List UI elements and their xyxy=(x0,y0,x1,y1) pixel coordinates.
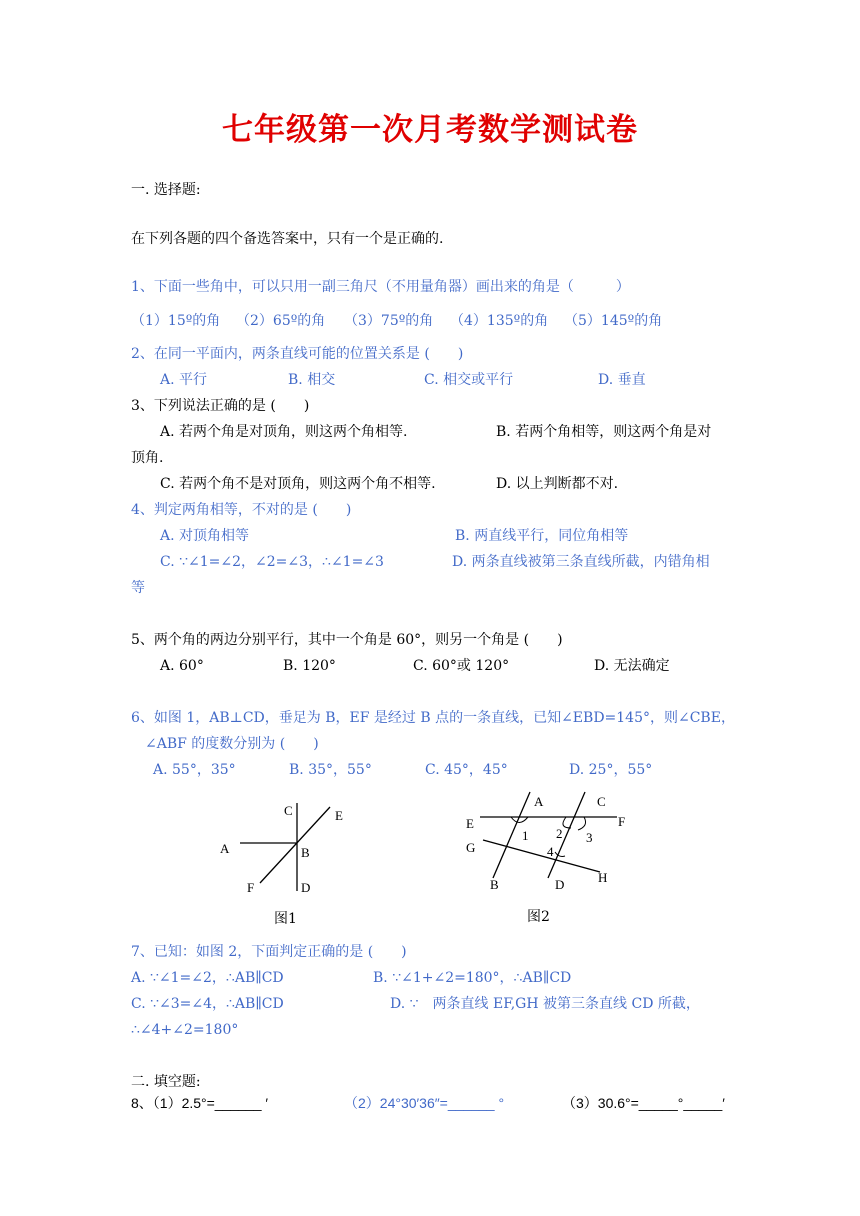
figure-2-caption: 图2 xyxy=(527,909,550,925)
fig2-arc-3 xyxy=(578,817,586,830)
fig2-label-g: G xyxy=(466,840,476,855)
fig1-label-d: D xyxy=(301,880,311,895)
fig1-label-b: B xyxy=(301,845,310,860)
q8-part-3: （3）30.6°=_____°_____′ xyxy=(562,1095,725,1111)
q5-option-c: C. 60°或 120° xyxy=(413,658,510,674)
fig2-label-e: E xyxy=(466,816,474,831)
fig1-label-e: E xyxy=(335,808,343,823)
q7-option-d: D. ∵ 两条直线 EF,GH 被第三条直线 CD 所截， xyxy=(390,996,700,1012)
q1-option-5: （5）145º的角 xyxy=(564,313,663,329)
section1-heading: 一. 选择题: xyxy=(131,182,201,198)
fig2-label-a: A xyxy=(534,794,544,809)
q7-option-b: B. ∵∠1+∠2=180°，∴AB∥CD xyxy=(373,970,572,986)
fig1-label-f: F xyxy=(247,880,255,895)
fig1-label-c: C xyxy=(284,803,293,818)
q5-option-d: D. 无法确定 xyxy=(594,658,670,674)
q6-stem-cont: ∠ABF 的度数分别为 ( ) xyxy=(145,736,319,752)
figure-2 xyxy=(455,790,655,900)
fig2-line-cd xyxy=(548,792,585,878)
q6-option-b: B. 35°，55° xyxy=(289,762,372,778)
q6-option-d: D. 25°，55° xyxy=(569,762,653,778)
q3-stem: 3、下列说法正确的是 ( ) xyxy=(131,398,310,414)
q3-option-a: A. 若两个角是对顶角，则这两个角相等. xyxy=(160,424,408,440)
q2-option-a: A. 平行 xyxy=(160,372,208,388)
figure-1-caption: 图1 xyxy=(274,911,297,927)
q8-part-1: 8、（1）2.5°=______ ′ xyxy=(131,1095,269,1111)
q3-option-b-cont: 顶角. xyxy=(131,450,164,466)
q2-stem: 2、在同一平面内，两条直线可能的位置关系是 ( ) xyxy=(131,346,464,362)
q7-stem: 7、已知：如图 2，下面判定正确的是 ( ) xyxy=(131,944,407,960)
fig2-label-4: 4 xyxy=(547,844,554,859)
fig2-label-1: 1 xyxy=(522,828,529,843)
q4-option-c: C. ∵∠1=∠2，∠2=∠3，∴∠1=∠3 xyxy=(160,554,384,570)
fig1-label-a: A xyxy=(220,841,230,856)
q1-option-2: （2）65º的角 xyxy=(236,313,326,329)
fig2-label-d: D xyxy=(555,877,565,892)
fig2-label-h: H xyxy=(598,870,608,885)
q5-option-a: A. 60° xyxy=(160,658,204,674)
q1-option-4: （4）135º的角 xyxy=(450,313,549,329)
q4-option-d-cont: 等 xyxy=(131,580,145,596)
section2-heading: 二. 填空题: xyxy=(131,1074,201,1090)
q4-option-a: A. 对顶角相等 xyxy=(160,528,250,544)
q4-option-b: B. 两直线平行，同位角相等 xyxy=(455,528,629,544)
fig2-label-3: 3 xyxy=(586,830,593,845)
q4-option-d: D. 两条直线被第三条直线所截，内错角相 xyxy=(452,554,710,570)
fig2-label-f: F xyxy=(618,814,626,829)
q3-option-c: C. 若两个角不是对顶角，则这两个角不相等. xyxy=(160,476,436,492)
q4-stem: 4、判定两角相等，不对的是 ( ) xyxy=(131,502,352,518)
fig2-arc-4 xyxy=(555,852,565,857)
q2-option-d: D. 垂直 xyxy=(598,372,646,388)
fig2-label-2: 2 xyxy=(556,826,563,841)
page-title: 七年级第一次月考数学测试卷 xyxy=(222,112,638,148)
q6-stem: 6、如图 1，AB⊥CD，垂足为 B，EF 是经过 B 点的一条直线，已知∠EBD=145°，则∠CBE， xyxy=(131,710,735,726)
q5-option-b: B. 120° xyxy=(283,658,336,674)
q7-option-c: C. ∵∠3=∠4，∴AB∥CD xyxy=(131,996,284,1012)
q1-option-1: （1）15º的角 xyxy=(131,313,221,329)
figure-1 xyxy=(200,795,370,905)
q3-option-d: D. 以上判断都不对. xyxy=(496,476,619,492)
q7-option-a: A. ∵∠1=∠2，∴AB∥CD xyxy=(131,970,284,986)
q1-stem: 1、下面一些角中，可以只用一副三角尺（不用量角器）画出来的角是（ ） xyxy=(131,279,630,295)
q8-part-2: （2）24°30′36″=______ ° xyxy=(344,1095,505,1111)
q3-option-b: B. 若两个角相等，则这两个角是对 xyxy=(496,424,712,440)
fig1-line-ef xyxy=(260,807,330,883)
fig2-line-gh xyxy=(483,840,600,872)
q2-option-c: C. 相交或平行 xyxy=(424,372,514,388)
section1-intro: 在下列各题的四个备选答案中，只有一个是正确的. xyxy=(131,231,444,247)
fig2-label-c: C xyxy=(597,794,606,809)
q6-option-c: C. 45°，45° xyxy=(425,762,508,778)
q1-option-3: （3）75º的角 xyxy=(344,313,434,329)
fig2-label-b: B xyxy=(490,877,499,892)
q6-option-a: A. 55°，35° xyxy=(153,762,236,778)
q7-option-d-cont: ∴∠4+∠2=180° xyxy=(131,1022,239,1038)
q2-option-b: B. 相交 xyxy=(288,372,336,388)
q5-stem: 5、两个角的两边分别平行，其中一个角是 60°，则另一个角是 ( ) xyxy=(131,632,563,648)
